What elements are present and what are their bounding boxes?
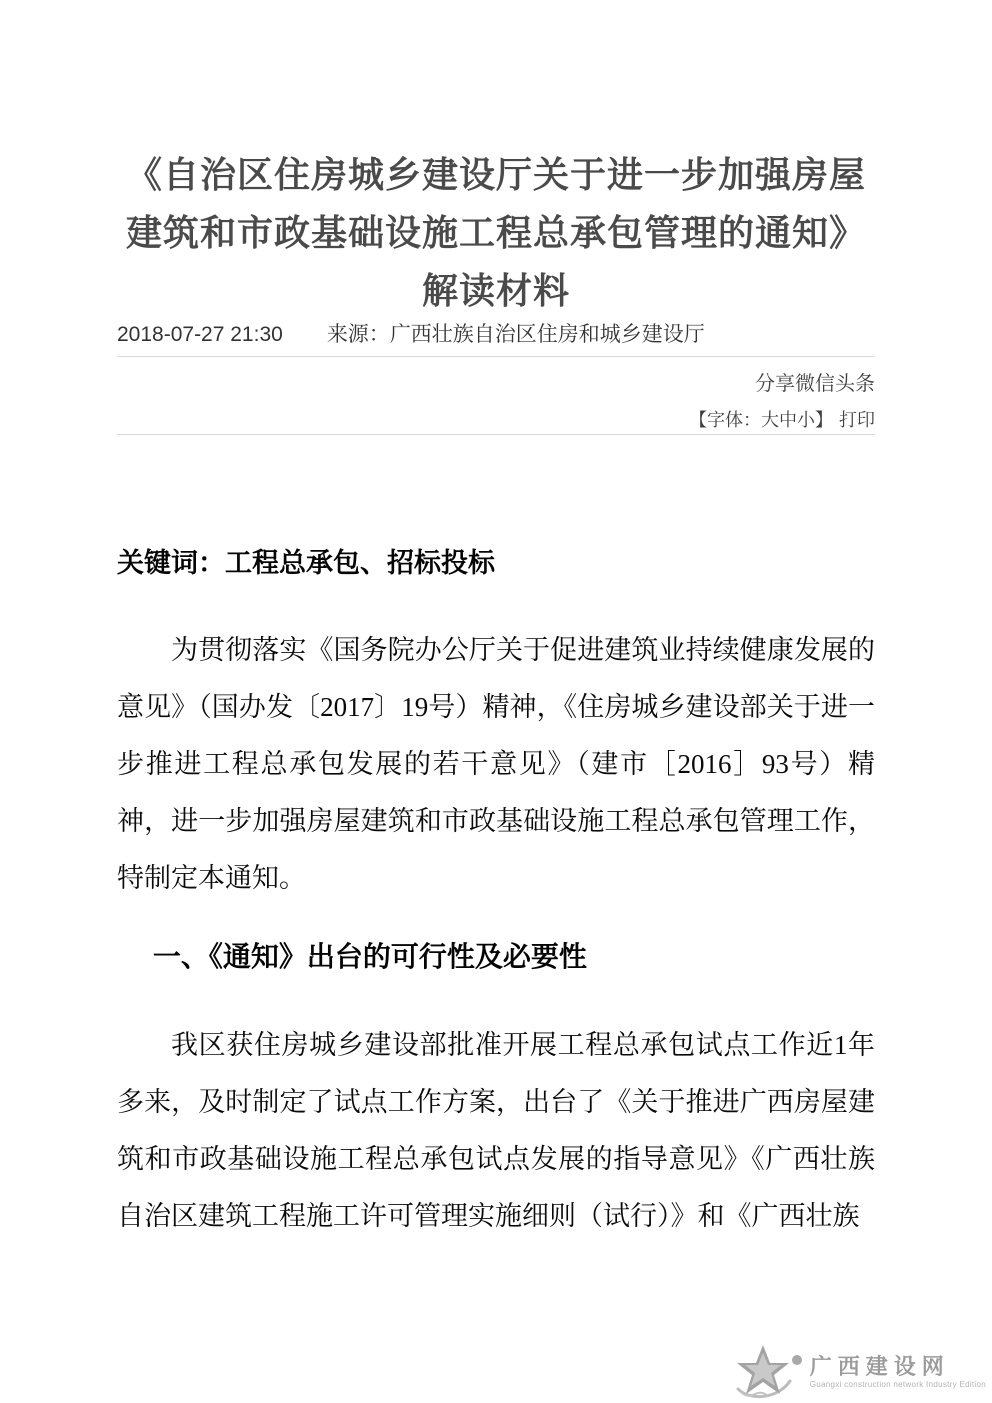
share-label: 分享 xyxy=(755,373,795,395)
watermark-site-subtitle: Guangxi construction network Industry Edition xyxy=(809,1380,986,1389)
body-paragraph-2: 我区获住房城乡建设部批准开展工程总承包试点工作近1年多来，及时制定了试点工作方案，出台了《关于推进广西房屋建筑和市政基础设施工程总承包试点发展的指导意见》《广西壮族自治区建筑工程施工许可管理实施细则（试行）》和《广西壮族 xyxy=(117,1030,875,1231)
article-meta-row xyxy=(117,322,875,357)
font-size-large-button[interactable]: 大 xyxy=(761,410,779,430)
star-logo-icon xyxy=(730,1343,806,1401)
print-button[interactable]: 打印 xyxy=(839,410,875,430)
body-paragraph-1: 为贯彻落实《国务院办公厅关于促进建筑业持续健康发展的意见》（国办发〔2017〕19号）精神，《住房城乡建设部关于进一步推进工程总承包发展的若干意见》（建市［2016］93号）精神，进一步加强房屋建筑和市政基础设施工程总承包管理工作，特制定本通知。 xyxy=(117,635,875,893)
font-toolbar xyxy=(117,409,875,435)
font-size-label: 【字体： xyxy=(689,410,761,430)
watermark-site-name: 广西建设网 xyxy=(809,1354,950,1379)
keywords-label: 关键词： xyxy=(117,548,225,578)
publish-date: 2018-07-27 21:30 xyxy=(117,323,283,346)
keywords-line xyxy=(117,547,875,580)
share-toolbar xyxy=(117,371,875,397)
share-wechat-link[interactable]: 微信 xyxy=(795,373,835,395)
source-name: 广西壮族自治区住房和城乡建设厅 xyxy=(389,323,705,346)
font-size-medium-button[interactable]: 中 xyxy=(779,410,797,430)
keywords-value: 工程总承包、招标投标 xyxy=(225,548,495,578)
source-info xyxy=(327,323,705,346)
article-title: 《自治区住房城乡建设厅关于进一步加强房屋建筑和市政基础设施工程总承包管理的通知》解读材料 xyxy=(125,154,866,311)
watermark-text-block xyxy=(810,1354,986,1390)
font-size-small-button[interactable]: 小 xyxy=(797,410,815,430)
source-label: 来源： xyxy=(326,323,390,346)
font-size-label-close: 】 xyxy=(815,410,833,430)
site-watermark xyxy=(730,1343,986,1401)
share-toutiao-link[interactable]: 头条 xyxy=(835,373,875,395)
section-heading-1: 一、《通知》出台的可行性及必要性 xyxy=(152,941,587,972)
